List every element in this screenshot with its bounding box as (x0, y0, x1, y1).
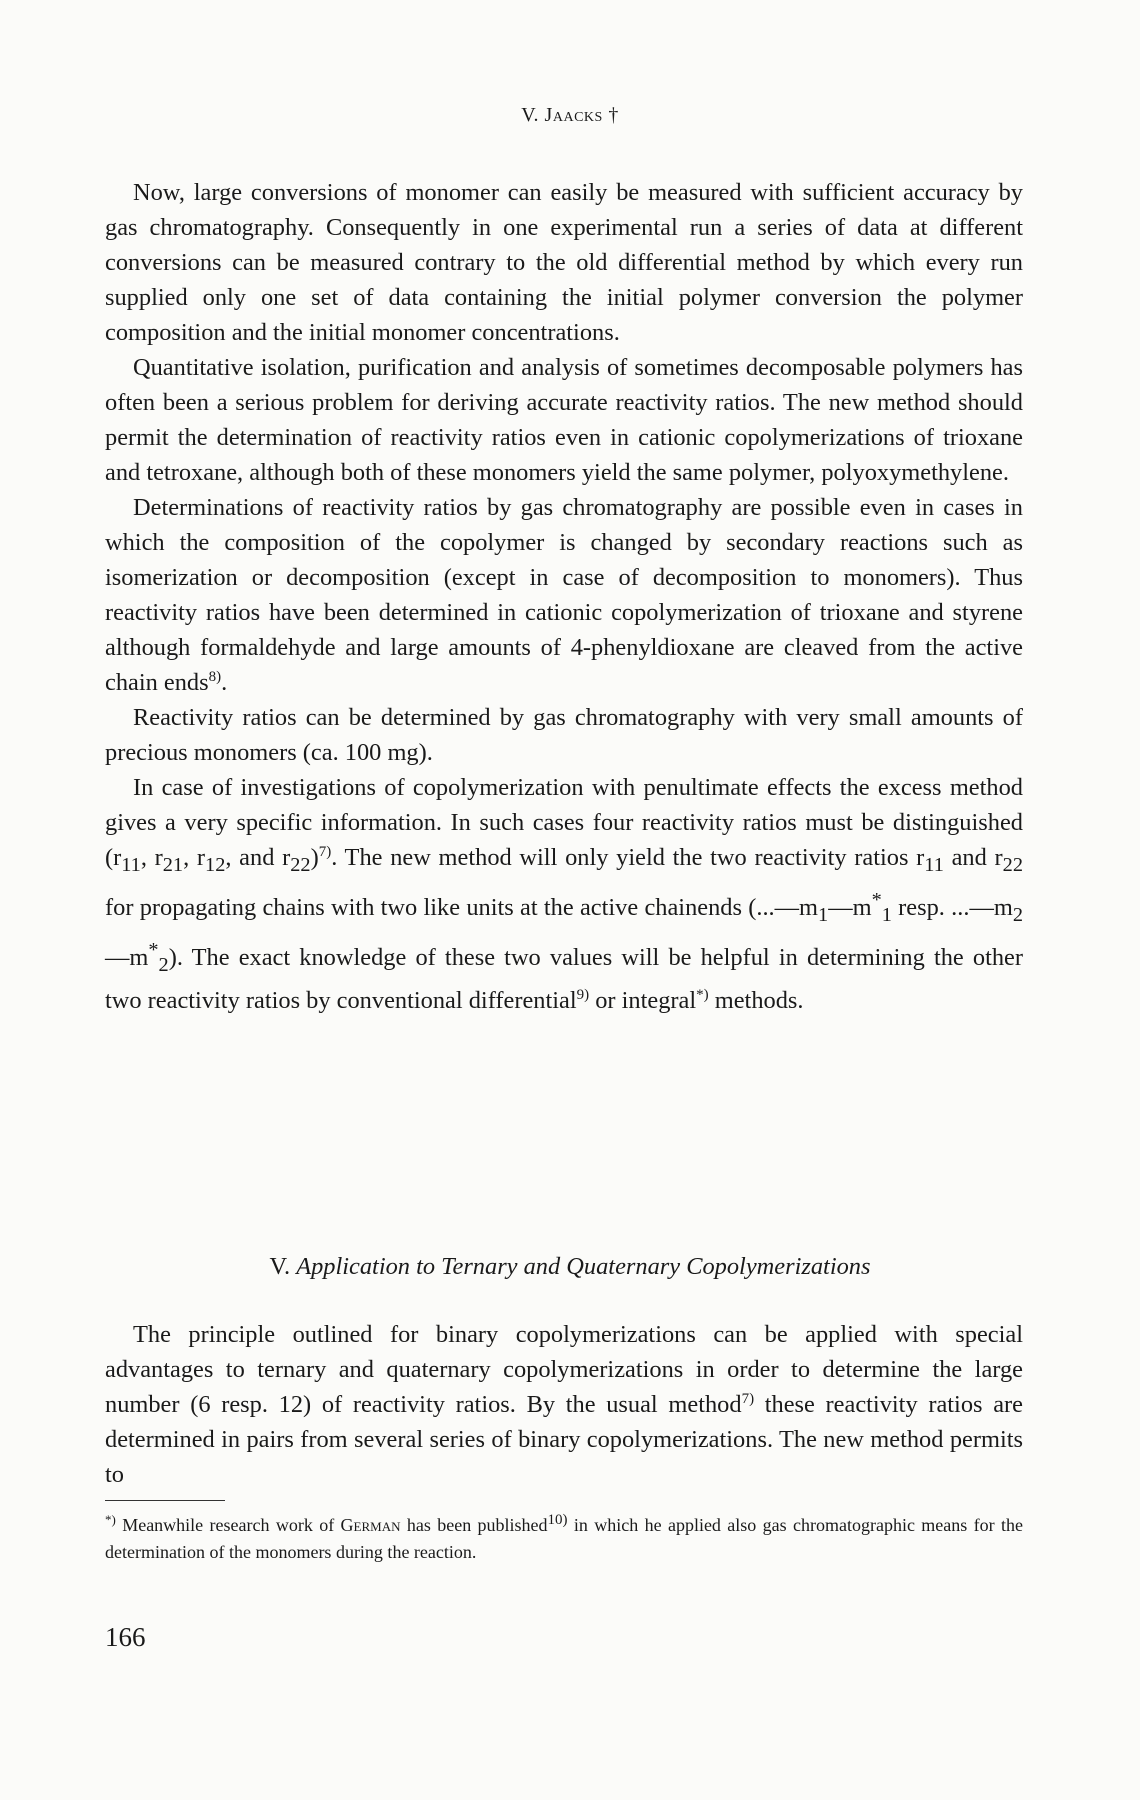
paragraph-small-amounts: Reactivity ratios can be determined by gas chromatography with very small amounts of precious monomers (ca. 100 mg). (105, 704, 1023, 766)
superscript-star: * (871, 888, 882, 911)
running-head-initial: V. J (521, 104, 553, 126)
text-segment: In case of investigations of copolymerization with penultimate effects the excess method gives a very specific information. In such cases four reactivity ratios must be distinguished (r (105, 774, 1023, 871)
running-head (0, 104, 1140, 127)
paragraph-isolation: Quantitative isolation, purification and analysis of sometimes decomposable polymers has often been a serious problem for deriving accurate reactivity ratios. The new method should permit the determination of reactivity ratios even in cationic copolymerizations of trioxane and tetroxane, although both of these monomers yield the same polymer, polyoxymethylene. (105, 354, 1023, 486)
paragraph-ternary (105, 1317, 1023, 1492)
paragraph-penultimate-effects (105, 770, 1023, 1018)
text-segment: —m (105, 944, 149, 971)
page-number: 166 (105, 1622, 146, 1652)
footnote-author: German (340, 1515, 401, 1535)
paragraph-determinations (105, 490, 1023, 700)
text-segment: or integral (589, 986, 697, 1014)
footnote-text-mid: has been published (400, 1515, 548, 1535)
footnote-mark: *) (105, 1512, 116, 1527)
superscript-star: * (148, 938, 159, 961)
reference-8: 8) (208, 668, 222, 685)
running-head-author: aacks (552, 104, 603, 126)
reference-9: 9) (576, 986, 590, 1003)
subscript: 22 (290, 853, 311, 876)
text-segment: . The new method will only yield the two reactivity ratios r (331, 844, 925, 871)
subscript: 11 (121, 853, 141, 876)
text-segment: ) (310, 844, 319, 871)
subscript: 2 (158, 953, 169, 976)
subscript: 1 (881, 903, 892, 926)
paragraph-gas-chromatography: Now, large conversions of monomer can easily be measured with sufficient accuracy by gas chromatography. Consequently in one experimental run a series of data at different conversions can be measured contrary to the old differential method by which every run supplied only one set of data containing the initial polymer conversion the polymer composition and the initial monomer concentrations. (105, 179, 1023, 346)
subscript: 2 (1012, 903, 1023, 926)
text-segment: , and r (225, 844, 291, 871)
subscript: 1 (818, 903, 829, 926)
dagger-mark: † (602, 104, 619, 126)
footnote-reference: *) (696, 986, 709, 1003)
text-segment: —m (828, 894, 872, 921)
section-heading (0, 1253, 1140, 1281)
footnote-text: Meanwhile research work of (115, 1515, 341, 1535)
paragraph-text-end: these reactivity ratios are determined in pairs from several series of binary copolymerizations. The new method permits to (105, 1391, 1023, 1488)
paragraph-text: Determinations of reactivity ratios by gas chromatography are possible even in cases in which the composition of the copolymer is changed by secondary reactions such as isomerization or decomposition (except in case of decomposition to monomers). Thus reactivity ratios have been determined in cationic copolymerization of trioxane and styrene although formaldehyde and large amounts of 4-phenyldioxane are cleaved from the active chain ends (105, 494, 1023, 696)
footnote-divider (105, 1500, 225, 1501)
reference-7: 7) (318, 843, 332, 860)
reference-10: 10) (547, 1512, 568, 1528)
section-title: Application to Ternary and Quaternary Copolymerizations (296, 1253, 871, 1280)
subscript: 22 (1002, 853, 1023, 876)
text-segment: resp. ...—m (891, 894, 1013, 921)
footnote-text-end: in which he applied also gas chromatographic means for the determination of the monomers during the reaction. (105, 1515, 1023, 1562)
section-text (105, 1317, 1023, 1492)
footnote (105, 1512, 1023, 1566)
text-segment: ). The exact knowledge of these two values will be helpful in determining the other two reactivity ratios by conventional differential (105, 944, 1023, 1014)
text-segment: and r (943, 844, 1003, 871)
section-number: V. (269, 1253, 291, 1280)
paragraph-text-end: . (221, 669, 228, 696)
subscript: 12 (205, 853, 226, 876)
subscript: 11 (924, 853, 944, 876)
text-segment: methods. (708, 986, 804, 1014)
text-segment: , r (183, 844, 206, 871)
text-segment: for propagating chains with two like units at the active chainends (...—m (105, 894, 819, 921)
subscript: 21 (162, 853, 184, 876)
reference-7: 7) (741, 1390, 755, 1407)
paragraph-text: The principle outlined for binary copolymerizations can be applied with special advantages to ternary and quaternary copolymerizations in order to determine the large number (6 resp. 12) of reactivity ratios. By the usual method (105, 1321, 1023, 1418)
text-segment: , r (140, 844, 163, 871)
body-text (105, 175, 1023, 1018)
